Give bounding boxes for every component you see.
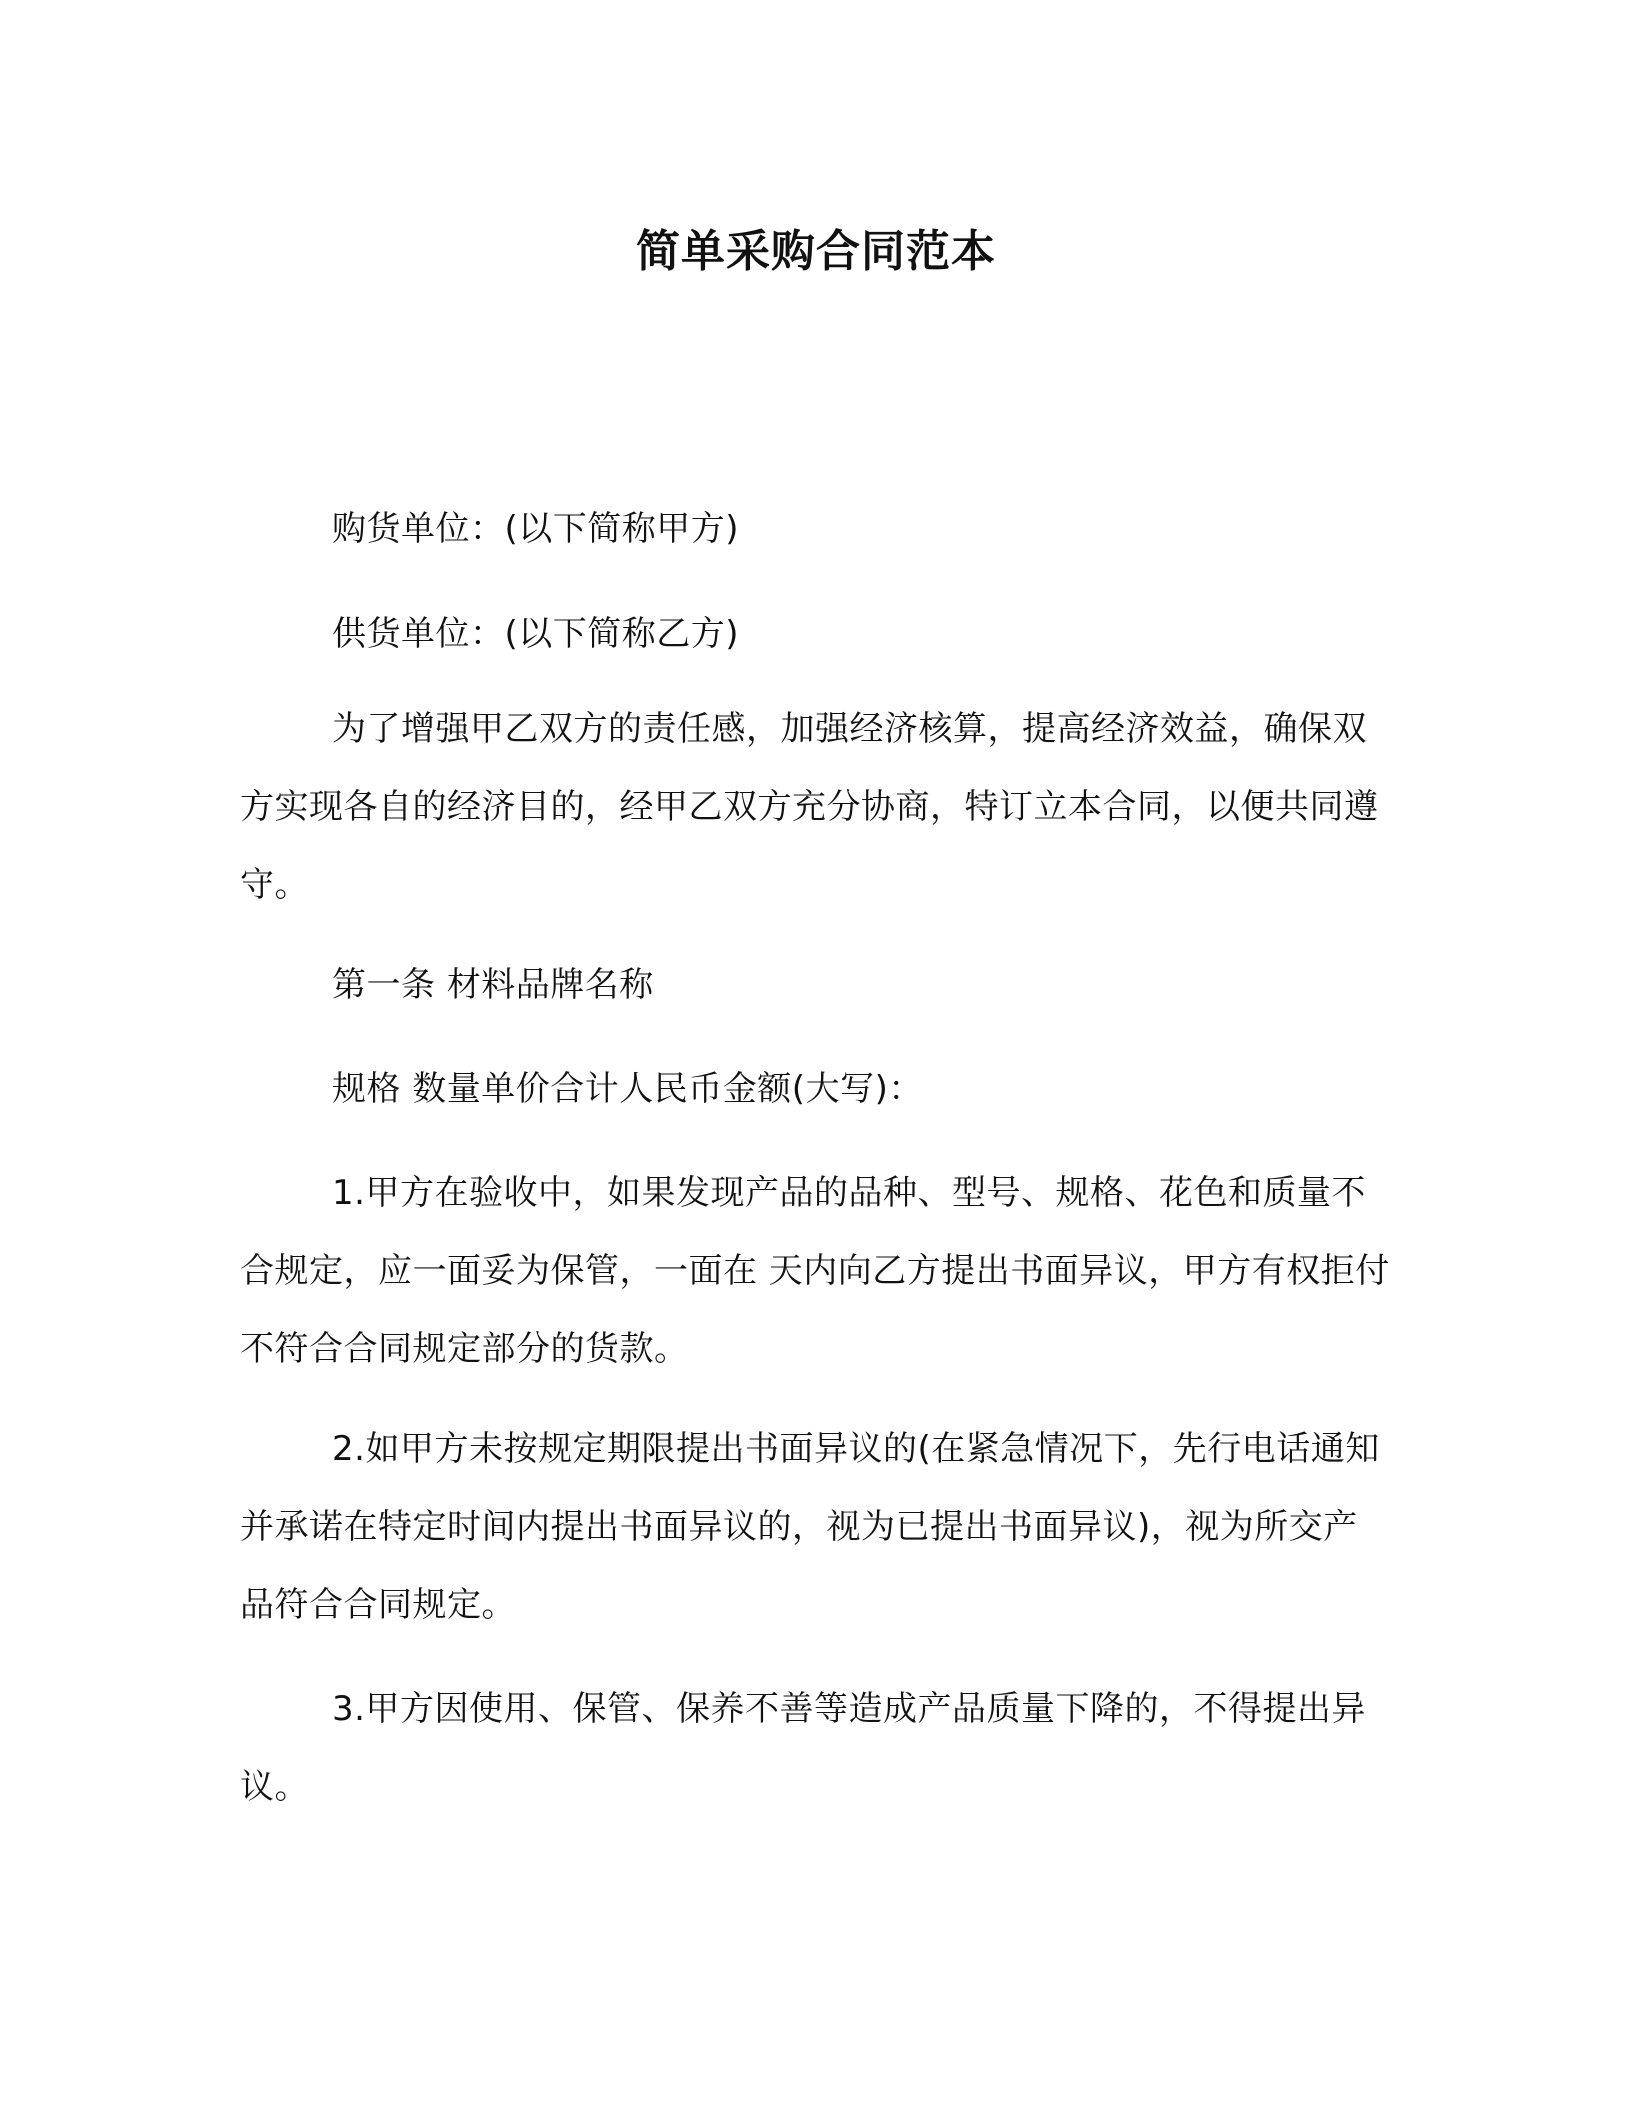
clause-1: 1.甲方在验收中，如果发现产品的品种、型号、规格、花色和质量不合规定，应一面妥为保管，一面在 天内向乙方提出书面异议，甲方有权拒付不符合合同规定部分的货款。 [240, 1173, 1390, 1369]
supplier-line: 供货单位：(以下简称乙方) [332, 614, 740, 654]
document-title: 简单采购合同范本 [636, 226, 996, 277]
article-1-heading: 第一条 材料品牌名称 [332, 965, 654, 1005]
buyer-line: 购货单位：(以下简称甲方) [332, 509, 740, 549]
clause-2: 2.如甲方未按规定期限提出书面异议的(在紧急情况下，先行电话通知并承诺在特定时间内提出书面异议的，视为已提出书面异议)，视为所交产品符合合同规定。 [240, 1429, 1380, 1625]
intro-paragraph: 为了增强甲乙双方的责任感，加强经济核算，提高经济效益，确保双方实现各自的经济目的，经甲乙双方充分协商，特订立本合同，以便共同遵守。 [240, 709, 1379, 905]
article-1-fields: 规格 数量单价合计人民币金额(大写)： [332, 1069, 923, 1109]
clause-3: 3.甲方因使用、保管、保养不善等造成产品质量下降的，不得提出异议。 [240, 1689, 1366, 1807]
